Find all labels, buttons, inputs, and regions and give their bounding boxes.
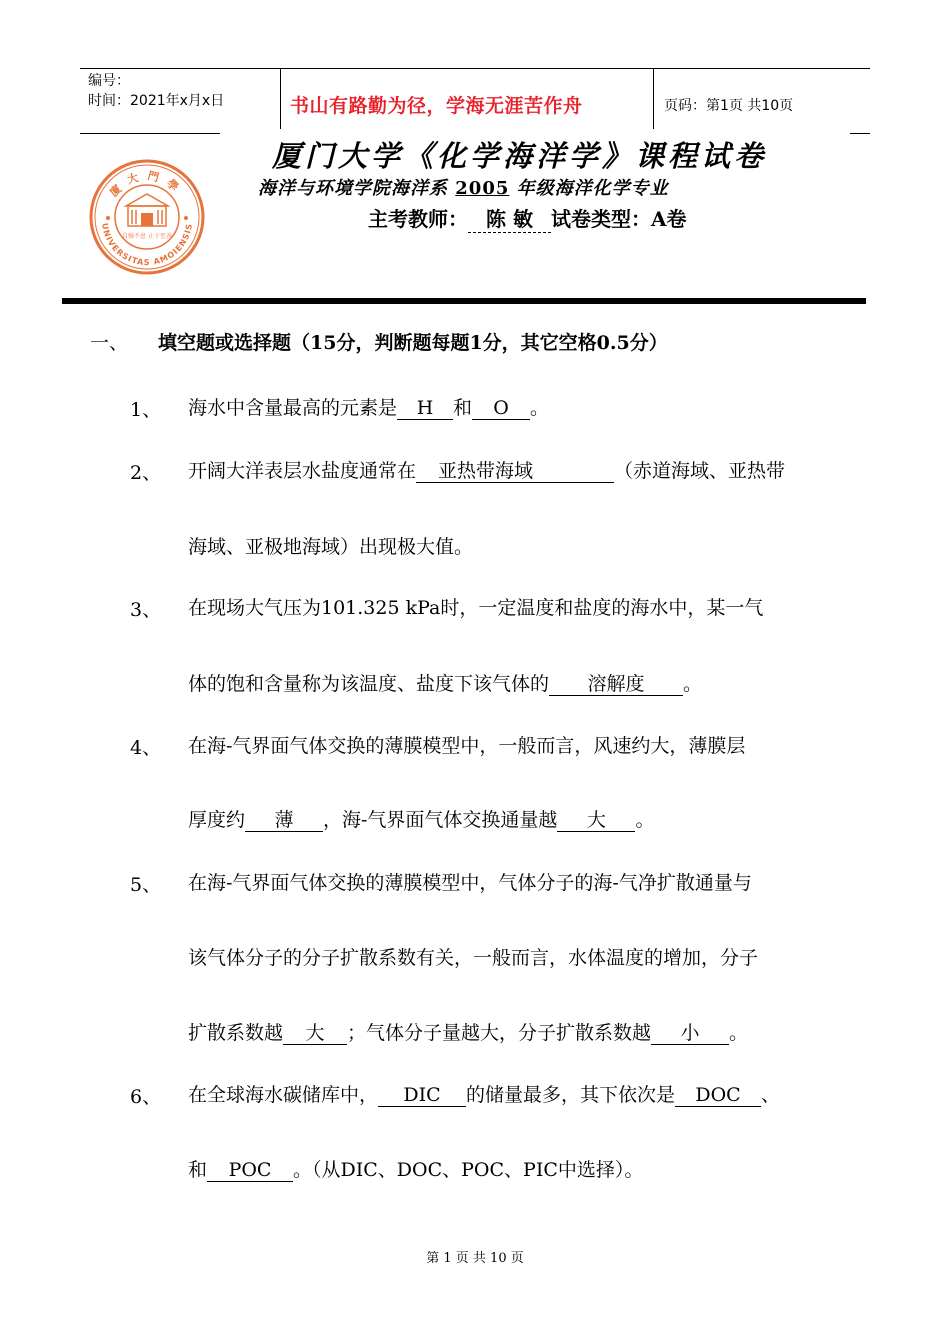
svg-text:廈大門學: 廈大門學: [107, 169, 187, 200]
header-divider: [280, 69, 281, 129]
section-number: 一、: [90, 332, 129, 354]
question-line: [188, 1155, 643, 1182]
question-line: [188, 1018, 748, 1045]
header-motto: 书山有路勤为径，学海无涯苦作舟: [290, 95, 583, 117]
answer-blank: POC: [207, 1159, 293, 1182]
answer-blank: 亚热带海域: [416, 460, 614, 483]
question-number: 5、: [130, 874, 162, 896]
question-line: 在现场大气压为101.325 kPa时，一定温度和盐度的海水中，某一气: [188, 597, 764, 619]
exam-subtitle: [258, 174, 669, 200]
question-line: 在海-气界面气体交换的薄膜模型中，气体分子的海-气净扩散通量与: [188, 872, 752, 894]
answer-blank: 小: [651, 1022, 729, 1045]
question-text: 和: [453, 397, 473, 419]
header-page-number: 页码：第1页 共10页: [664, 98, 794, 114]
header-meta: [88, 71, 280, 111]
examiner-label: 主考教师：: [368, 207, 468, 231]
question-text: 。（从DIC、DOC、POC、PIC中选择）。: [293, 1159, 644, 1181]
header-underline: [850, 133, 870, 134]
question-line: [188, 393, 549, 420]
question-text: ，海-气界面气体交换通量越: [323, 809, 558, 831]
answer-blank: O: [472, 397, 530, 420]
question-text: 海水中含量最高的元素是: [188, 397, 398, 419]
question-number: 1、: [130, 399, 162, 421]
header-underline: [80, 133, 220, 134]
svg-text:UNIVERSITAS AMOIENSIS: UNIVERSITAS AMOIENSIS: [100, 222, 194, 268]
question-text: （赤道海域、亚热带: [614, 460, 786, 482]
svg-text:自强不息 止于至善: 自强不息 止于至善: [122, 233, 172, 240]
exam-type: 试卷类型：A卷: [550, 207, 687, 231]
time-label: 时间：2021年x月x日: [88, 93, 225, 109]
question-line: [188, 805, 654, 832]
question-text: 。: [683, 673, 703, 695]
question-text: 体的饱和含量称为该温度、盐度下该气体的: [188, 673, 550, 695]
answer-blank: 大: [283, 1022, 347, 1045]
answer-blank: DOC: [675, 1084, 761, 1107]
question-line: [188, 1080, 780, 1107]
document-header: [80, 68, 870, 129]
section-heading: [90, 328, 668, 355]
question-text: 、: [761, 1084, 781, 1106]
question-line: 在海-气界面气体交换的薄膜模型中，一般而言，风速约大，薄膜层: [188, 735, 746, 757]
question-number: 6、: [130, 1086, 162, 1108]
question-text: 在全球海水碳储库中，: [188, 1084, 379, 1106]
question-line: 海域、亚极地海域）出现极大值。: [188, 536, 474, 558]
question-text: 。: [530, 397, 550, 419]
answer-blank: 溶解度: [549, 673, 683, 696]
examiner-line: [368, 203, 687, 233]
answer-blank: 薄: [245, 809, 323, 832]
question-text: 厚度约: [188, 809, 246, 831]
question-number: 3、: [130, 599, 162, 621]
answer-blank: 大: [557, 809, 635, 832]
question-line: 该气体分子的分子扩散系数有关，一般而言，水体温度的增加，分子: [188, 947, 759, 969]
number-label: 编号：: [88, 73, 130, 89]
question-text: 扩散系数越: [188, 1022, 284, 1044]
question-number: 2、: [130, 462, 162, 484]
question-text: 。: [729, 1022, 749, 1044]
header-divider: [653, 69, 654, 129]
question-text: 和: [188, 1159, 208, 1181]
header-divider-rule: [62, 298, 866, 304]
question-text: 。: [635, 809, 655, 831]
section-title: 填空题或选择题（15分，判断题每题1分，其它空格0.5分）: [158, 332, 668, 354]
answer-blank: H: [397, 397, 453, 420]
subtitle-year: 2005: [455, 178, 510, 199]
page-footer: 第 1 页 共 10 页: [426, 1251, 524, 1266]
answer-blank: DIC: [378, 1084, 466, 1107]
question-text: ；气体分子量越大，分子扩散系数越: [347, 1022, 652, 1044]
university-seal-logo: [88, 158, 206, 276]
question-text: 开阔大洋表层水盐度通常在: [188, 460, 417, 482]
question-line: [188, 669, 702, 696]
subtitle-department: 海洋与环境学院海洋系: [258, 178, 448, 199]
question-text: 的储量最多，其下依次是: [466, 1084, 676, 1106]
question-line: [188, 456, 785, 483]
exam-title: 厦门大学《化学海洋学》课程试卷: [272, 139, 768, 173]
examiner-name: 陈 敏: [468, 203, 551, 233]
subtitle-major: 年级海洋化学专业: [516, 178, 669, 199]
question-number: 4、: [130, 737, 162, 759]
